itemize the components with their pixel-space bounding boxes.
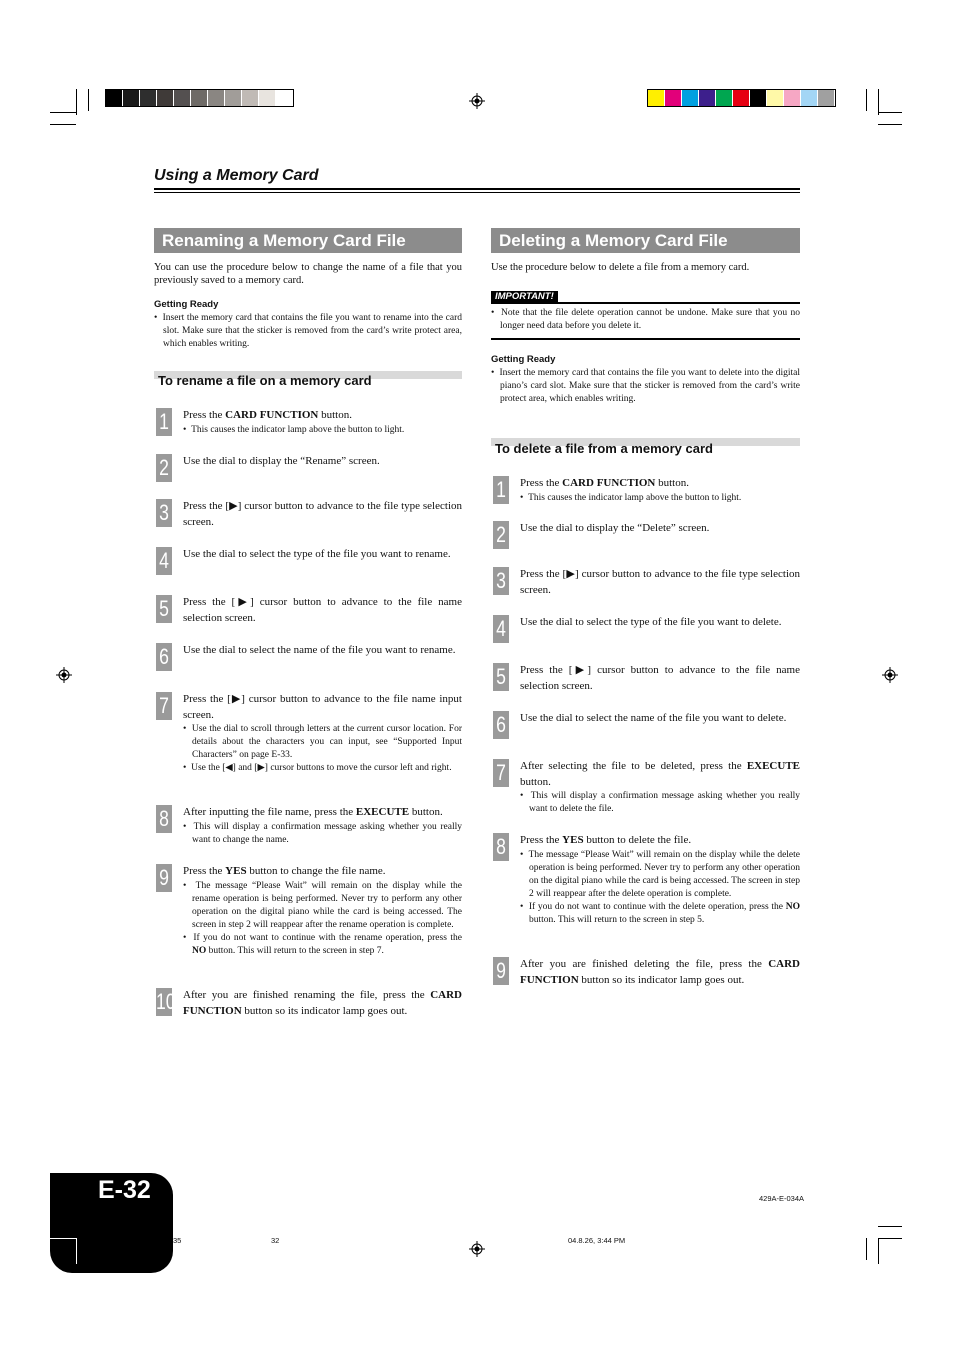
color-swatch [174,90,191,106]
rename-subheading: To rename a file on a memory card [158,373,372,388]
registration-mark-icon [469,1241,485,1257]
step-text: Press the [▶] cursor button to advance to the file name selection screen. [183,596,462,624]
step-text: Press the YES button to delete the file. • The message “Please Wait” will remain on the display while the delete operation is being performed. Never try to perform any other operation on the digital piano while the card is being accessed. The screen in step 2 will reappear after the delete operation is complete. • If you do not want to continue with the delete operation, press the NO button. This will return to the screen in step 5. [520,833,800,927]
color-swatch [225,90,242,106]
crop-mark [50,1238,76,1239]
color-swatch [699,90,716,106]
step-text: After inputting the file name, press the EXECUTE button. • This will display a confirmation message asking whether you really want to change the name. [183,805,462,847]
step-number: 5 [156,595,172,623]
page-number: E-32 [98,1176,151,1204]
step-note: • The message “Please Wait” will remain on the display while the rename operation is being performed. Never try to perform any other operation on the digital piano while the card is being accessed. The screen in step 2 will reappear after the rename operation is complete. [183,880,462,932]
color-swatch [157,90,174,106]
color-swatch [276,90,293,106]
color-swatch [123,90,140,106]
registration-mark-icon [469,93,485,109]
step-number: 4 [493,615,509,643]
crop-mark [50,124,76,125]
step-text: Press the [▶] cursor button to advance to the file type selection screen. [520,568,800,596]
important-text: • Note that the file delete operation cannot be undone. Make sure that you no longer need data before you delete it. [491,307,800,333]
step-text: Use the dial to display the “Rename” screen. [183,455,380,467]
footer-file-number: 35 [173,1236,182,1245]
rename-intro: You can use the procedure below to change the name of a file that you previously saved to a memory card. [154,262,462,286]
delete-section-title: Deleting a Memory Card File [491,228,800,253]
crop-mark [76,1238,77,1264]
step-number: 10 [156,989,176,1014]
step-number: 5 [493,663,509,691]
color-swatch [750,90,767,106]
step-text: After selecting the file to be deleted, press the EXECUTE button. • This will display a confirmation message asking whether you really want to delete the file. [520,759,800,816]
step-number: 7 [493,759,509,787]
step-text: Press the CARD FUNCTION button. • This causes the indicator lamp above the button to light. [520,476,800,505]
footer-page: 32 [271,1236,280,1245]
color-swatch [259,90,276,106]
important-label: IMPORTANT! [491,291,558,303]
step-number: 9 [493,957,509,985]
color-swatch [648,90,665,106]
step-number: 6 [493,711,509,739]
color-swatch [106,90,123,106]
color-swatch [140,90,157,106]
step-number: 4 [156,547,172,575]
step-note: • This causes the indicator lamp above the button to light. [183,424,462,437]
step-number: 3 [493,567,509,595]
step-text: After you are finished deleting the file, press the CARD FUNCTION button so its indicator lamp goes out. [520,958,800,986]
crop-mark [866,89,867,111]
getting-ready-label: Getting Ready [491,354,556,365]
step-note: • If you do not want to continue with the delete operation, press the NO button. This will return to the screen in step 5. [520,901,800,927]
color-swatch [665,90,682,106]
step-note: • If you do not want to continue with the rename operation, press the NO button. This will return to the screen in step 7. [183,932,462,958]
section-title: Using a Memory Card [154,167,319,184]
step-text: Use the dial to display the “Delete” screen. [520,522,710,534]
delete-subheading: To delete a file from a memory card [495,441,713,456]
step-note: • This will display a confirmation message asking whether you really want to change the name. [183,821,462,847]
color-swatch [242,90,259,106]
delete-intro: Use the procedure below to delete a file from a memory card. [491,262,750,273]
step-text: Press the [▶] cursor button to advance to the file name selection screen. [520,664,800,692]
registration-mark-icon [882,667,898,683]
color-swatch [784,90,801,106]
footer-timestamp: 04.8.26, 3:44 PM [568,1236,626,1245]
step-note: • This causes the indicator lamp above the button to light. [520,492,800,505]
step-number: 2 [156,454,172,482]
gray-color-swatches [105,89,294,107]
color-swatch [716,90,733,106]
color-swatches [647,89,836,107]
color-swatch [191,90,208,106]
step-text: Press the [▶] cursor button to advance to the file type selection screen. [183,500,462,528]
color-swatch [767,90,784,106]
step-number: 3 [156,499,172,527]
step-text: Press the CARD FUNCTION button. • This causes the indicator lamp above the button to light. [183,408,462,437]
step-text: After you are finished renaming the file, press the CARD FUNCTION button so its indicator lamp goes out. [183,989,462,1017]
rename-section-title: Renaming a Memory Card File [154,228,462,253]
step-number: 9 [156,864,172,892]
crop-mark [866,1238,867,1260]
doc-code: 429A-E-034A [759,1194,805,1203]
important-notice [491,286,800,340]
step-note: • This will display a confirmation message asking whether you really want to delete the file. [520,790,800,816]
color-swatch [733,90,750,106]
crop-mark [50,112,76,113]
step-text: Use the dial to select the name of the file you want to delete. [520,712,787,724]
step-note: • The message “Please Wait” will remain on the display while the delete operation is being performed. Never try to perform any other operation on the digital piano while the card is being accessed. The screen in step 2 will reappear after the delete operation is complete. [520,849,800,901]
header-rule [154,188,800,190]
crop-mark [88,89,89,111]
step-note: • Use the [◀] and [▶] cursor buttons to move the cursor left and right. [183,762,462,775]
header-rule [154,192,800,193]
color-swatch [818,90,835,106]
step-note: • Use the dial to scroll through letters at the current cursor location. For details about the characters you can input, see “Supported Input Characters” on page E-33. [183,723,462,762]
color-swatch [801,90,818,106]
crop-mark [878,124,902,125]
step-number: 1 [493,476,509,504]
getting-ready-text: • Insert the memory card that contains the file you want to delete into the digital piano’s card slot. Make sure that the sticker is removed from the card’s write protect area, which enables writing. [491,367,800,406]
step-text: Use the dial to select the type of the file you want to delete. [520,616,782,628]
step-text: Press the [▶] cursor button to advance to the file name input screen. • Use the dial to scroll through letters at the current cursor location. For details about the characters you can input, see “Supported Input Characters” on page E-33. • Use the [◀] and [▶] cursor buttons to move the cursor left and right. [183,692,462,775]
crop-mark [878,112,902,113]
crop-mark [878,1238,879,1264]
crop-mark [878,1226,902,1227]
step-text: Use the dial to select the name of the file you want to rename. [183,644,456,656]
step-number: 6 [156,643,172,671]
step-number: 8 [493,833,509,861]
step-text: Use the dial to select the type of the file you want to rename. [183,548,451,560]
color-swatch [682,90,699,106]
color-swatch [208,90,225,106]
step-text: Press the YES button to change the file name. • The message “Please Wait” will remain on the display while the rename operation is being performed. Never try to perform any other operation on the digital piano while the card is being accessed. The screen in step 2 will reappear after the rename operation is complete. • If you do not want to continue with the rename operation, press the NO button. This will return to the screen in step 7. [183,864,462,958]
registration-mark-icon [56,667,72,683]
crop-mark [76,89,77,115]
step-number: 7 [156,692,172,720]
getting-ready-text: • Insert the memory card that contains the file you want to rename into the card slot. Make sure that the sticker is removed from the card’s write protect area, which enables writing. [154,312,462,351]
crop-mark [878,1238,902,1239]
step-number: 1 [156,408,172,436]
getting-ready-label: Getting Ready [154,299,219,310]
step-number: 8 [156,805,172,833]
step-number: 2 [493,521,509,549]
